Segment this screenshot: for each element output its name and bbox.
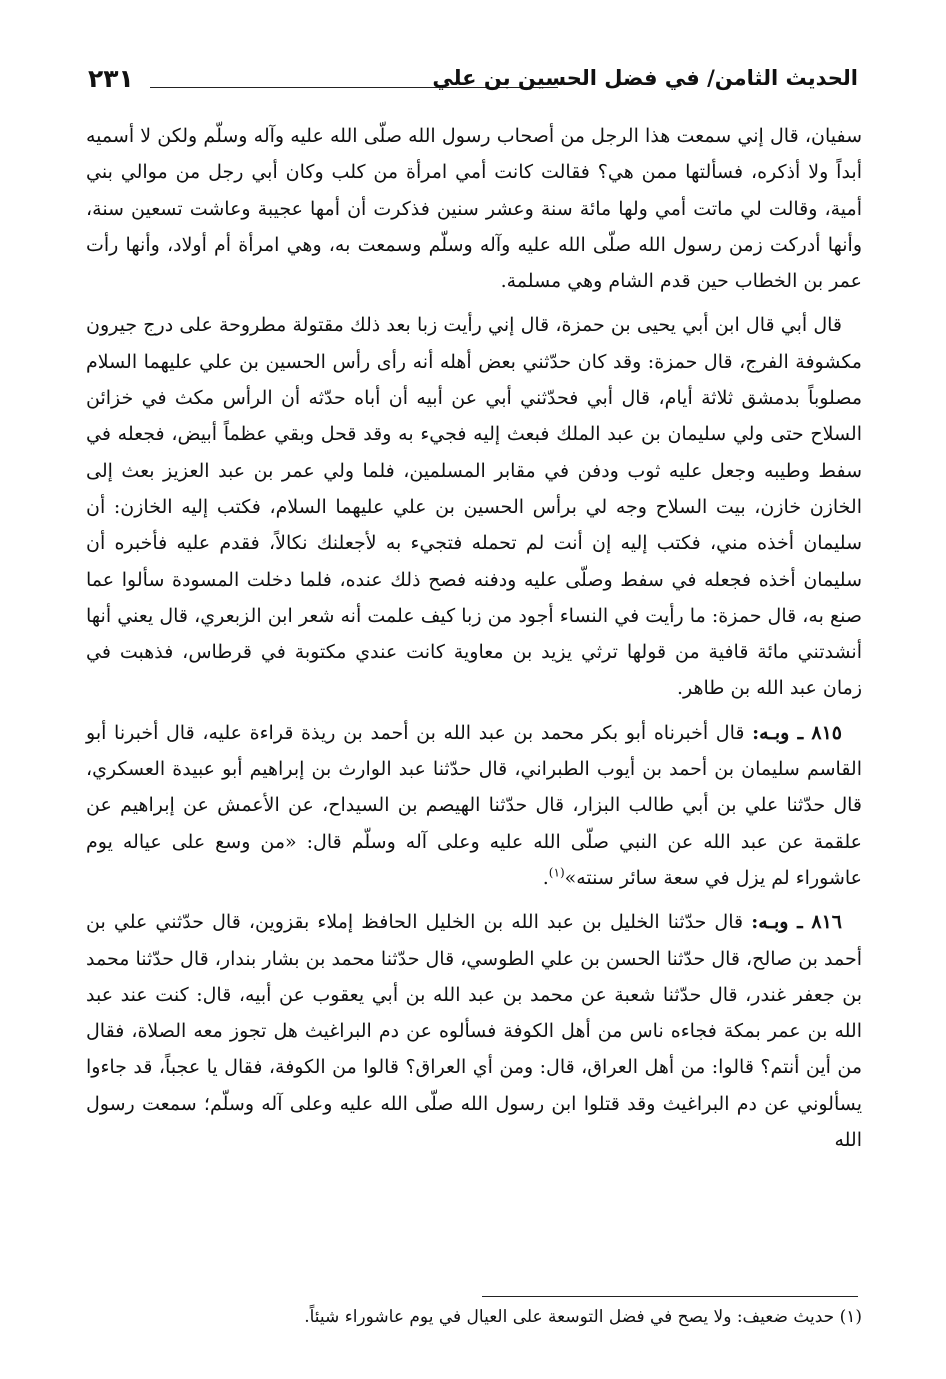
paragraph-2 [86, 307, 862, 706]
footnote-rule [482, 1296, 858, 1297]
body-text [86, 118, 862, 1166]
paragraph-text: قال حدّثنا الخليل بن عبد الله بن الخليل الحافظ إملاء بقزوين، قال حدّثني علي بن أحمد بن صالح، قال حدّثنا الحسن بن علي الطوسي، قال حدّثنا محمد بن بشار بندار، قال حدّثنا محمد بن جعفر غندر، قال حدّثنا شعبة عن محمد بن عبد الله بن أبي يعقوب عن أبيه، قال: كنت عند عبد الله بن عمر بمكة فجاءه ناس من أهل الكوفة فسألوه عن دم البراغيث هل تجوز معه الصلاة، فقال من أين أنتم؟ قالوا: من أهل العراق، قال: ومن أي العراق؟ قالوا من الكوفة، فقال يا عجباً، قد جاءوا يسألوني عن دم البراغيث وقد قتلوا ابن رسول الله صلّى الله عليه وعلى آله وسلّم؛ سمعت رسول الله [86, 911, 862, 1152]
hadith-number: ٨١٦ ـ وبـه: [751, 911, 842, 934]
footnote [86, 1302, 862, 1332]
footnote-text: (١) حديث ضعيف: ولا يصح في فضل التوسعة على العيال في يوم عاشوراء شيئاً. [304, 1307, 862, 1327]
sentence-end: . [542, 866, 549, 889]
footnote-reference: (١) [548, 865, 565, 880]
page-header [88, 62, 858, 102]
hadith-number: ٨١٥ ـ وبـه: [752, 721, 842, 744]
page-number: ٢٣١ [88, 64, 134, 93]
paragraph-text: قال أبي قال ابن أبي يحيى بن حمزة، قال إني رأيت زبا بعد ذلك مقتولة مطروحة على درج جيرون مكشوفة الفرج، قال حمزة: وقد كان حدّثني بعض أهله أنه رأى رأس الحسين بن علي عليهما السلام مصلوباً بدمشق ثلاثة أيام، قال أبي فحدّثني أبي عن أبيه أن أباه حدّثه أن الرأس مكث في خزائن السلاح حتى ولي سليمان بن عبد الملك فبعث إليه فجيء به وقد قحل وبقي عظماً أبيض، فجعله في سفط وطيبه وجعل عليه ثوب ودفن في مقابر المسلمين، فلما ولي عمر بن عبد العزيز بعث إلى الخازن خازن، بيت السلاح وجه لي برأس الحسين بن علي عليهما السلام، فكتب إليه الخازن: أن سليمان أخذه مني، فكتب إليه إن أنت لم تحمله فتجيء به لأجعلنك نكالاً، فقدم عليه فأخبره أن سليمان أخذه فجعله في سفط وصلّى عليه ودفنه فصح ذلك عنده، فلما دخلت المسودة سألوا عما صنع به، قال حمزة: ما رأيت في النساء أجود من زبا كيف علمت أنه شعر ابن الزبعري، قال يعني أنها أنشدتني مائة قافية من قولها ترثي يزيد بن معاوية كانت عندي مكتوبة في قرطاس، فذهبت في زمان عبد الله بن طاهر. [86, 314, 862, 700]
paragraph-text: سفيان، قال إني سمعت هذا الرجل من أصحاب رسول الله صلّى الله عليه وآله وسلّم ولكن لا أسميه أبداً ولا أذكره، فسألتها ممن هي؟ فقالت كانت أمي امرأة من كلب وكان أبي رجل من موالي بني أمية، وقالت لي ماتت أمي ولها مائة سنة وعشر سنين فذكرت أن أمها عجيبة وعاشت تسعين سنة، وأنها أدركت زمن رسول الله صلّى الله عليه وآله وسلّم وسمعت به، وهي امرأة أم أولاد، وأنها رأت عمر بن الخطاب حين قدم الشام وهي مسلمة. [86, 125, 863, 293]
paragraph-1 [86, 118, 862, 299]
running-title: الحديث الثامن/ في فضل الحسين بن علي [432, 66, 858, 90]
hadith-816 [86, 904, 862, 1158]
hadith-815 [86, 715, 862, 896]
paragraph-text: قال أخبرناه أبو بكر محمد بن عبد الله بن أحمد بن ريذة قراءة عليه، قال أخبرنا أبو القاسم سليمان بن أحمد بن أيوب الطبراني، قال حدّثنا عبد الوارث بن إبراهيم أبو عبيدة العسكري، قال حدّثنا علي بن أبي طالب البزار، قال حدّثنا الهيصم بن السيداح، عن الأعمش عن إبراهيم عن علقمة عن عبد الله عن النبي صلّى الله عليه وعلى آله وسلّم قال: «من وسع على عياله يوم عاشوراء لم يزل في سعة سائر سنته» [86, 721, 862, 889]
